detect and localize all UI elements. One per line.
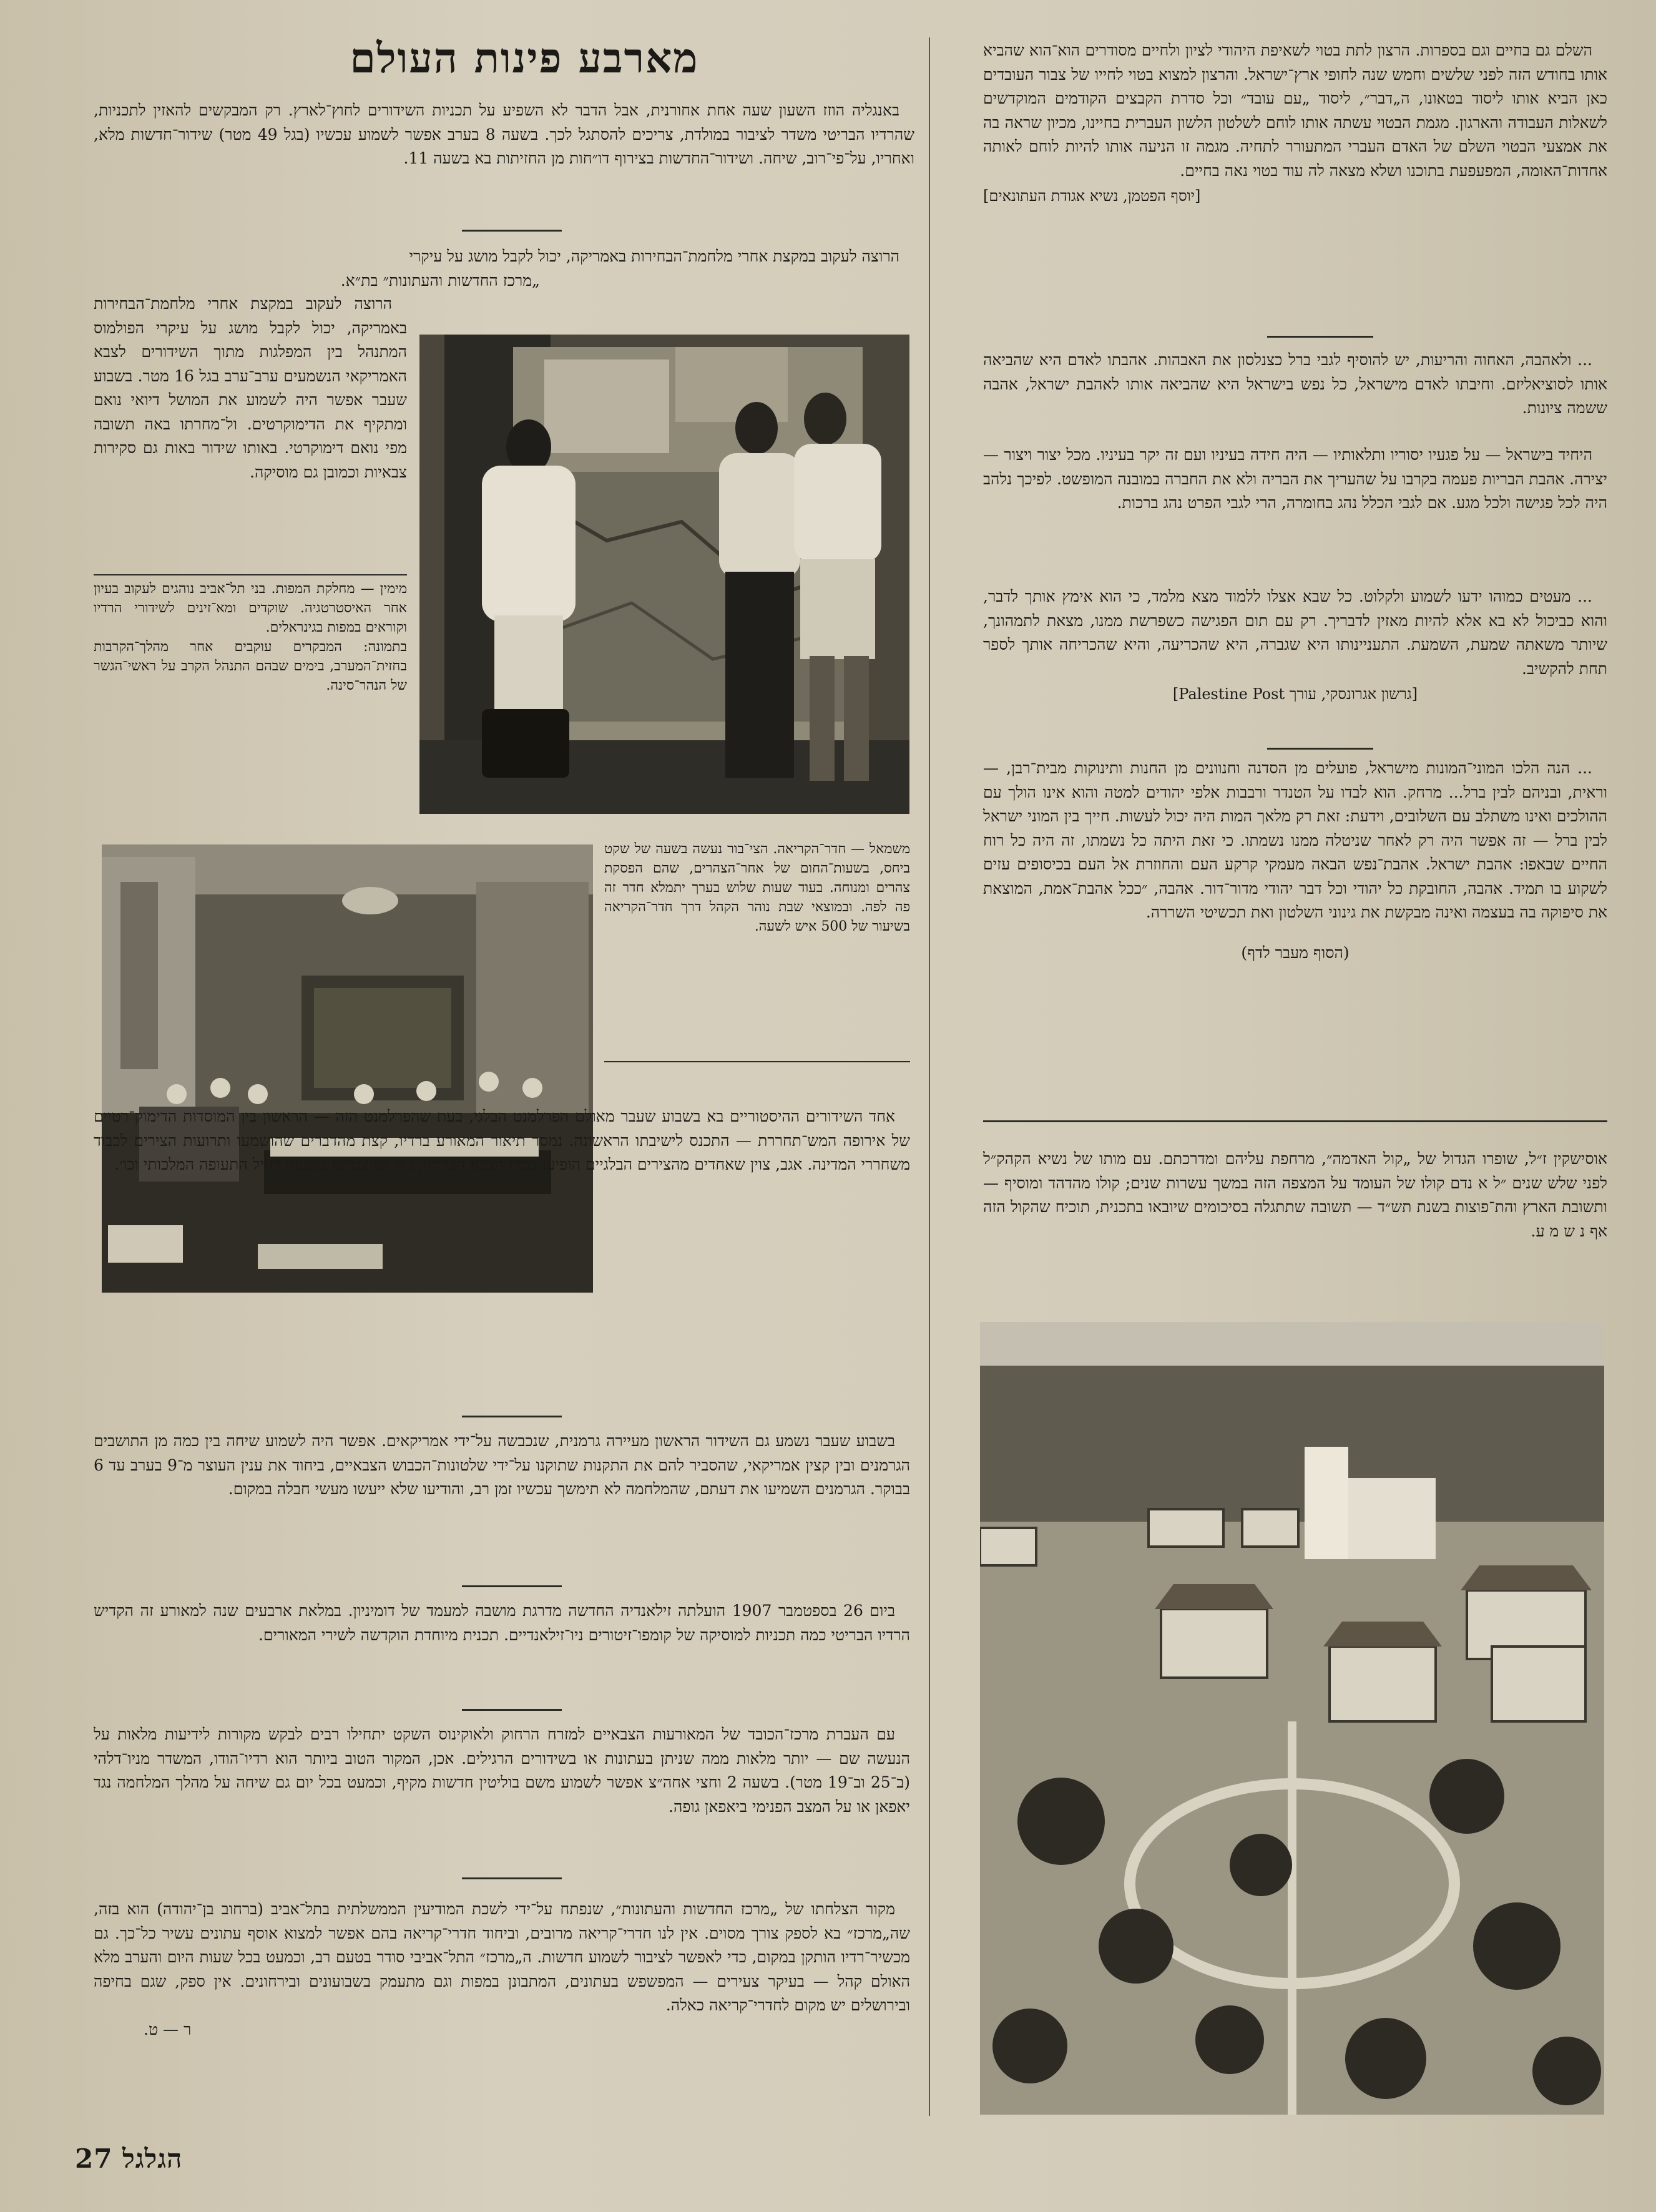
divider <box>462 230 562 232</box>
map-room-photo-graphic <box>419 335 909 814</box>
divider <box>983 1120 1607 1122</box>
article-block-3 <box>94 1105 910 1417</box>
continued-note: (הסוף מעבר לדף) <box>1241 943 1350 962</box>
divider <box>462 1585 562 1587</box>
source-line: „מרכז החדשות והעתונות״ בת״א. <box>340 271 540 290</box>
right-block-6 <box>983 1147 1607 1297</box>
paragraph-bbc: באנגליה הוזז השעון שעה אחת אחורנית, אבל הדבר לא השפיע על תכניות השידורים לחוץ־לארץ. רק המבקשים להאזין לתכניות, שהרדיו הבריטי משדר לציבור במולדת, צריכים להסתגל לכך. בשעה 8 בערב אפשר לשמוע עכשיו (בגל 49 מטר) שידור־חדשות מלא, ואחריו, על־פי־רוב, שיחה. ושידור־החדשות בצירוף דו״חות מן החזיתות בא בשעה 11. <box>94 101 914 167</box>
page-title: מארבע פינות העולם <box>350 34 699 82</box>
divider <box>604 1061 910 1062</box>
right-block-1 <box>983 39 1607 326</box>
article-block-4 <box>94 1429 910 1579</box>
right-block-3 <box>983 443 1607 584</box>
paragraph-individual: היחיד בישראל — על פגעיו יסוריו ותלאותיו — היה חידה בעיניו ועם זה יקר בעיניו. מכל יצור ויצור — יצירה. אהבת הבריות פעמה בקרבו על שהעריך את הבריה ולא את החברה במובנה המופשט. לפיכך נלהב היה לכל פגישה ולכל מגע. אם לגבי הכלל נהג בחומרה, הרי לגבי הפרט נהג ברכות. <box>983 446 1607 512</box>
signature: ר — ט. <box>144 2020 192 2038</box>
map-room-photo <box>419 335 909 814</box>
map-caption <box>94 579 407 816</box>
divider <box>1267 748 1373 750</box>
divider <box>94 574 407 575</box>
paragraph-ussishkin: אוסישקין ז״ל, שופרו הגדול של „קול האדמה״, מרחפת עליהם ומדרכתם. עם מותו של נשיא הקהק״ל לפני שלש שנים ״ל א נדם קולו של העומד על המצפה הזה במשך עשרות שנים; קולו מהדהד ומוסיף — ותשובת הארץ והת־פוצות בשנת תש״ד — תשובה שתתגלה בסיכומים שיובאו בתכנית, תוכיח שהקול הזה אף נ ש מ ע. <box>983 1150 1607 1240</box>
article-block-6 <box>94 1723 910 1872</box>
divider <box>462 1416 562 1417</box>
settlement-photo <box>980 1322 1604 2115</box>
paragraph-new-zealand: ביום 26 בספטמבר 1907 הועלתה זילאנדיה החדשה מדרגת מושבה למעמד של דומיניון. במלאת ארבעים שנה למאורע זה הקדיש הרדיו הבריטי כמה תכניות למוסיקה של קומפו־זיטורים ניו־זילאנדיים. תכנית מיוחדת הוקדשה לשירי המאורים. <box>94 1602 910 1644</box>
column-rule <box>929 37 930 2116</box>
right-block-5 <box>983 756 1607 1118</box>
paragraph-love: ... ולאהבה, האחוה והריעות, יש להוסיף לגבי ברל כצנלסון את האבהות. אהבתו לאדם היא שהביאה אותו לסוציאליזם. וחיבתו לאדם מישראל, כל נפש בישראל היא שהביאה אותו לאהבת ישראל, אהבה ששמה ציונות. <box>983 351 1607 417</box>
right-block-4 <box>983 585 1607 744</box>
paragraph-expression: השלם גם בחיים וגם בספרות. הרצון לתת בטוי לשאיפת היהודי לציון ולחיים מסודרים הוא־הוא שהביא אותו בחודש הזה לפני שלשים וחמש שנה לחופי ארץ־ישראל. והרצון למצוא בטוי לחייו של צבור העובדים כאן הביא אותו ליסוד בטאונו, ה„דבר״, ליסוד „עם עובד״ וכל סדרת הקבצים הקודמים המוקדשים לשאלות העבודה והארגון. מגמת הבטוי עשתה אותו לוחם לשלטון הלשון העברית בחיינו, מכיון שראה בה את אמצעי הבטוי השלם של האדם העברי המתעורר לתחיה. מגמה זו הניעה אותו להיות לוחם לאותה אחדות־האומה, המפעפעת בתוכנו ושלא מצאה לה עוד בטוי נאה בחיים. <box>983 41 1607 180</box>
article-block-1 <box>94 99 914 230</box>
article-block-5 <box>94 1599 910 1705</box>
settlement-photo-graphic <box>980 1322 1604 2115</box>
paragraph-belgian: אחד השידורים ההיסטוריים בא בשבוע שעבר מאולם הפרלמנט הבלגי, בעת שהפרלמנט הזה — הראשון בין המוסדות הדימוק־רטיים של אירופה המש־תחררת — התכנס לישיבתו הראשונה. נמסר תיאור המאורע ברדיו, קצת מהדברים שהושמעו ותרועות הצירים לכבוד משחררי המדינה. אגב, צוין שאחדים מהצירים הבלגיים הופיעו במדי הצבא הבריטי, כיון שהצטרפו בשעתו לחיל התעופה המלכותי וכו׳. <box>94 1107 910 1173</box>
right-block-2 <box>983 348 1607 442</box>
map-caption-text: מימין — מחלקת המפות. בני תל־אביב נוהגים לעקוב בעיון אחר האיסטרטגיה. שוקדים ומא־זינים לשידורי הרדיו וקוראים במפות בגינראלים. <box>94 581 407 635</box>
paragraph-election-lead: הרוצה לעקוב במקצת אחרי מלחמת־הבחירות באמריקה, יכול לקבל מושג על עיקרי <box>409 247 899 265</box>
attribution-agronsky: [גרשון אגרונסקי, עורך Palestine Post] <box>1172 685 1418 703</box>
attribution-haftman: [יוסף הפטמן, נשיא אגודת העתונאים] <box>983 187 1201 205</box>
paragraph-india-radio: עם העברת מרכז־הכובד של המאורעות הצבאיים למזרח הרחוק ולאוקינוס השקט יתחילו רבים לבקש מקורות לידיעות מלאות על הנעשה שם — יותר מלאות ממה שניתן בעתונות או בשידורים הרגילים. אכן, המקור הטוב ביותר הוא רדיו־הודו, המשדר מניו־דלהי (ב־25 וב־19 מטר). בשעה 2 וחצי אחה״צ אפשר לשמוע משם בוליטין חדשות מקיף, וכמעט בכל יום גם שיחה על מהלך המלחמה נגד יאפאן או על המצב הפנימי ביאפאן גופה. <box>94 1725 910 1816</box>
paragraph-funeral: ... הנה הלכו המוני־המונות מישראל, פועלים מן הסדנה וחנוונים מן החנות ותינוקות מבית־רבן, — וראית, ובניהם לבין ברל... מרחק. הוא לבדו על הטנדר ורבבות אלפי יהודים למטה והוא אינו הולך עם ההולכים ואינו משתלב עם השלובים, וידעת: זאת רק מלאך המות היה יכול לעשות. חייך בין המוני ישראל לבין ברל — זה אפשר היה רק לאחר שניטלה ממנו נשמתו. כי זאת היתה כל נשמתו, זה היה כל רוח החיים שבאפו: אהבת ישראל. אהבת־נפש הבאה מעמקי קרקע העם והחוזרת אל העם בכיסופים עזים לשקוע בו תמיד. אהבה, החובקת כל יהודי וכל דבר יהודי מדור־דור. אהבה, ״ככל אהבת־אמת, המוצאת את סיפוקה בה בעצמה ואינה מבקשת את גינוני השלטון ואת תכשיטי השררה. <box>983 759 1607 921</box>
page-footer: הגלגל 27 <box>75 2143 183 2174</box>
divider <box>462 1877 562 1879</box>
reading-room-caption <box>604 839 910 1039</box>
paragraph-election: הרוצה לעקוב במקצת אחרי מלחמת־הבחירות באמריקה, יכול לקבל מושג על עיקרי הפולמוס המתנהל בין המפלגות מתוך השידורים לצבא האמריקאי הנשמעים ערב־ערב בגל 16 מטר. בשבוע שעבר אפשר היה לשמוע את המושל דיואי נואם ומתקיף את הדימוקרטים. ול־מחרתו באה תשובה מפי נואם דימוקרטי. באותו שידור באות גם סקירות צבאיות וכמובן גם מוסיקה. <box>94 295 407 481</box>
article-block-2 <box>94 292 407 568</box>
paragraph-news-center: מקור הצלחתו של „מרכז החדשות והעתונות״, שנפתח על־ידי לשכת המודיעין הממשלתית בתל־אביב (ברחוב בן־יהודה) הוא בזה, שה„מרכז״ בא לספק צורך מסוים. אין לנו חדרי־קריאה מרובים, וביחוד חדרי־קריאה בהם אפשר למצוא אוסף עתונים עשיר כל־כך. גם מכשיר־רדיו הותקן במקום, כדי לאפשר לציבור לשמוע חדשות. ה„מרכז״ התל־אביבי סודר בטעם רב, וכמעט בכל שעות היום והערב מלא האולם קהל — בעיקר צעירים — המפשפש בעתונים, המתבונן במפות וגם מתעמק בשבועונים ובירחונים. אין ספק, שגם בחיפה ובירושלים יש מקום לחדרי־קריאה כאלה. <box>94 1900 910 2014</box>
divider <box>1267 336 1373 338</box>
article-block-7 <box>94 1897 910 2103</box>
paragraph-german-town: בשבוע שעבר נשמע גם השידור הראשון מעיירה גרמנית, שנכבשה על־ידי אמריקאים. אפשר היה לשמוע שיחה בין כמה מן התושבים הגרמנים ובין קצין אמריקאי, שהסביר להם את התקנות שתוקנו על־ידי שלטונות־הכבוש הצבאיים, ביחוד את ענין העוצר מ־9 בערב עד 6 בבוקר. הגרמנים השמיעו את דעתם, שהמלחמה לא תימשך עכשיו זמן רב, והודיעו שלא ייעשו מעשי חבלה במקום. <box>94 1432 910 1498</box>
map-caption-text-2: בתמונה: המבקרים עוקבים אחר מהלך־הקרבות בחזית־המערב, בימים שבהם התנהל הקרב על ראשי־הגשר של הנהר־סינה. <box>94 639 407 693</box>
paragraph-listening: ... מעטים כמוהו ידעו לשמוע ולקלוט. כל שבא אצלו ללמוד מצא מלמד, כי הוא אימץ אותך לדבר, והוא כביכול לא בא אלא להיות מאזין לדבריך. רק עם תום הפגישה כשפרשת ממנו, מצאת לתמהונך, שיותר משאתה שמעת, השמעת. התעניינותו היא שגברה, היא שהכריעה, והיא שהכריחה אותך לספר תחת להקשיב. <box>983 587 1607 678</box>
divider <box>462 1709 562 1711</box>
reading-room-caption-text: משמאל — חדר־הקריאה. הצי־בור נעשה בשעה של שקט ביחס, בשעות־החום של אחר־הצהרים, שהם הפסקת צהרים ומנוחה. בעוד שעות שלוש בערך יתמלא חדר זה פה לפה. ובמוצאי שבת נוהר הקהל דרך חדר־הקריאה בשיעור של 500 איש לשעה. <box>604 841 910 934</box>
